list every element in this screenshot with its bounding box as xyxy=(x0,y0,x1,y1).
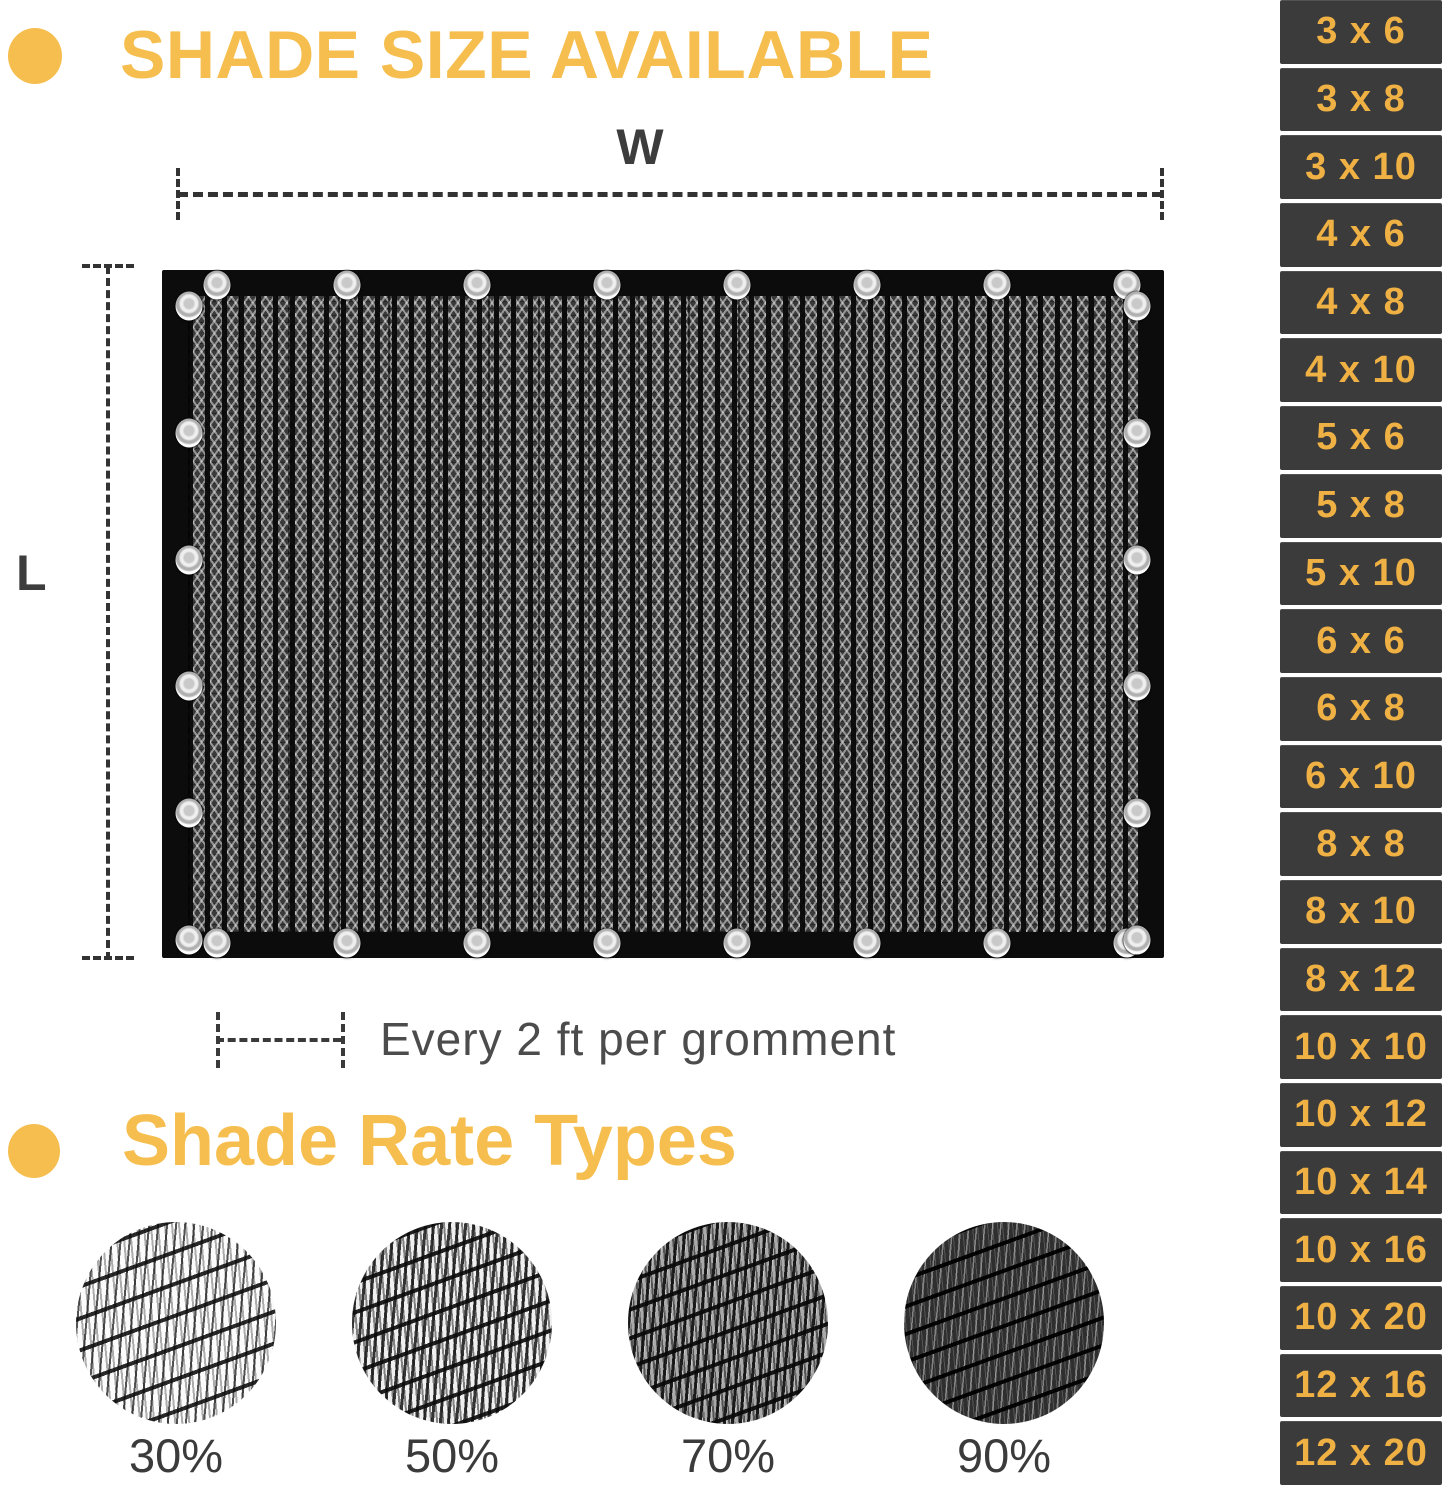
size-option-label: 10 x 14 xyxy=(1294,1161,1428,1204)
grommet-icon xyxy=(724,929,751,958)
size-option-label: 12 x 16 xyxy=(1294,1364,1428,1407)
size-option-label: 3 x 6 xyxy=(1316,10,1406,53)
size-option-box xyxy=(1280,948,1442,1012)
size-option-box xyxy=(1280,474,1442,538)
size-option-label: 6 x 8 xyxy=(1316,687,1406,730)
grommet-icon xyxy=(1124,419,1151,448)
grommet-icon xyxy=(1124,672,1151,701)
shade-rate-swatch-50 xyxy=(352,1222,552,1424)
shade-net xyxy=(162,270,1164,958)
shade-rate-swatch-70 xyxy=(628,1222,828,1424)
size-option-box xyxy=(1280,542,1442,606)
size-section-heading: SHADE SIZE AVAILABLE xyxy=(120,17,934,93)
bullet-icon xyxy=(8,28,62,84)
grommet-icon xyxy=(854,271,881,300)
grommet-icon xyxy=(176,799,203,828)
size-option-box xyxy=(1280,677,1442,741)
grommet-icon xyxy=(854,929,881,958)
size-option-box xyxy=(1280,68,1442,132)
grommet-icon xyxy=(984,929,1011,958)
shade-rate-swatch-30 xyxy=(76,1222,276,1424)
shade-rate-swatch-90 xyxy=(904,1222,1104,1424)
length-dimension-tick-top xyxy=(82,264,134,268)
grommet-icon xyxy=(204,929,231,958)
mesh-texture xyxy=(188,296,1138,932)
grommet-spacing-note: Every 2 ft per gromment xyxy=(380,1013,897,1065)
size-option-box xyxy=(1280,1218,1442,1282)
grommet-icon xyxy=(464,929,491,958)
size-option-label: 5 x 6 xyxy=(1316,416,1406,459)
size-option-box xyxy=(1280,203,1442,267)
bullet-icon xyxy=(8,1124,60,1178)
size-option-label: 8 x 10 xyxy=(1305,890,1417,933)
grommet-icon xyxy=(176,419,203,448)
grommet-icon xyxy=(594,271,621,300)
rate-percent-label: 30% xyxy=(128,1429,224,1482)
length-dimension-line xyxy=(106,266,110,960)
grommet-icon xyxy=(1124,799,1151,828)
size-option-label: 8 x 12 xyxy=(1305,957,1417,1000)
width-dimension-line xyxy=(178,192,1162,197)
grommet-icon xyxy=(204,271,231,300)
size-option-box xyxy=(1280,1083,1442,1147)
size-option-label: 10 x 16 xyxy=(1294,1228,1428,1271)
grommet-icon xyxy=(176,546,203,575)
size-option-label: 5 x 8 xyxy=(1316,484,1406,527)
size-option-box xyxy=(1280,1354,1442,1418)
size-option-label: 4 x 8 xyxy=(1316,281,1406,324)
size-option-label: 6 x 10 xyxy=(1305,754,1417,797)
size-option-box xyxy=(1280,406,1442,470)
grommet-icon xyxy=(176,926,203,955)
grommet-icon xyxy=(1124,546,1151,575)
size-option-label: 3 x 8 xyxy=(1316,78,1406,121)
grommet-icon xyxy=(1124,926,1151,955)
size-option-box xyxy=(1280,135,1442,199)
size-option-box xyxy=(1280,1421,1442,1485)
grommet-icon xyxy=(724,271,751,300)
grommet-icon xyxy=(594,929,621,958)
size-option-label: 4 x 6 xyxy=(1316,213,1406,256)
rate-percent-label: 70% xyxy=(680,1429,776,1482)
size-option-box xyxy=(1280,0,1442,64)
size-option-box xyxy=(1280,880,1442,944)
width-dimension-label: W xyxy=(616,119,664,175)
size-option-box xyxy=(1280,745,1442,809)
size-option-box xyxy=(1280,812,1442,876)
size-option-label: 3 x 10 xyxy=(1305,145,1417,188)
grommet-icon xyxy=(1124,292,1151,321)
size-option-box xyxy=(1280,338,1442,402)
size-option-label: 6 x 6 xyxy=(1316,619,1406,662)
rate-percent-label: 50% xyxy=(404,1429,500,1482)
size-option-label: 12 x 20 xyxy=(1294,1431,1428,1474)
size-option-box xyxy=(1280,1015,1442,1079)
grommet-icon xyxy=(334,271,361,300)
grommet-icon xyxy=(464,271,491,300)
grommet-icon xyxy=(176,292,203,321)
length-dimension-label: L xyxy=(16,545,47,601)
grommet-icon xyxy=(176,672,203,701)
grommet-icon xyxy=(984,271,1011,300)
grommet-spacing-line xyxy=(216,1038,341,1042)
size-option-label: 5 x 10 xyxy=(1305,551,1417,594)
size-option-label: 8 x 8 xyxy=(1316,822,1406,865)
rate-percent-label: 90% xyxy=(956,1429,1052,1482)
size-option-box xyxy=(1280,609,1442,673)
width-dimension-tick-right xyxy=(1160,168,1164,220)
rate-section-heading: Shade Rate Types xyxy=(122,1101,737,1181)
grommet-icon xyxy=(334,929,361,958)
grommet-spacing-tick-right xyxy=(341,1012,345,1068)
sizes-column xyxy=(1280,0,1442,1485)
size-option-box xyxy=(1280,1151,1442,1215)
size-option-box xyxy=(1280,271,1442,335)
size-option-box xyxy=(1280,1286,1442,1350)
size-option-label: 10 x 12 xyxy=(1294,1093,1428,1136)
size-option-label: 10 x 10 xyxy=(1294,1025,1428,1068)
size-option-label: 10 x 20 xyxy=(1294,1296,1428,1339)
length-dimension-tick-bottom xyxy=(82,956,134,960)
width-dimension-tick-left xyxy=(176,168,180,220)
size-option-label: 4 x 10 xyxy=(1305,348,1417,391)
